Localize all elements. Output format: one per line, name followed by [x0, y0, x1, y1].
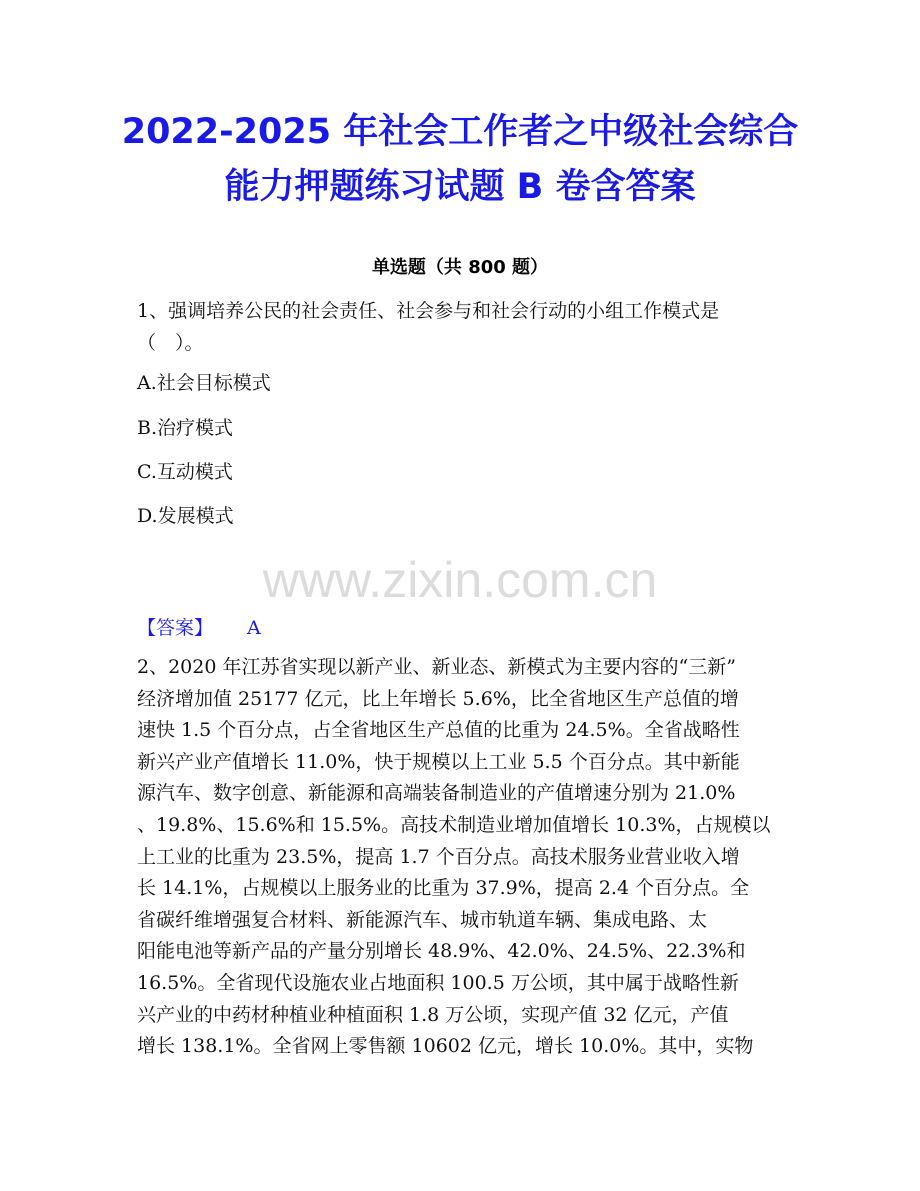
answer-value: A — [247, 617, 261, 639]
option-b: B.治疗模式 — [137, 417, 234, 439]
question-1-text-line-1: 1、强调培养公民的社会责任、社会参与和社会行动的小组工作模式是 — [137, 300, 720, 322]
question-2-line: 阳能电池等新产品的产量分别增长 48.9%、42.0%、24.5%、22.3%和 — [137, 940, 746, 963]
question-2-line: 长 14.1%，占规模以上服务业的比重为 37.9%，提高 2.4 个百分点。全 — [137, 877, 750, 900]
option-a: A.社会目标模式 — [137, 372, 271, 394]
option-c: C.互动模式 — [137, 461, 233, 483]
answer-row — [137, 610, 261, 647]
question-2-line: 速快 1.5 个百分点，占全省地区生产总值的比重为 24.5%。全省战略性 — [137, 719, 740, 742]
question-2-line: 兴产业的中药材种植业种植面积 1.8 万公顷，实现产值 32 亿元，产值 — [137, 1003, 729, 1026]
answer-label: 【答案】 — [137, 617, 214, 639]
option-d: D.发展模式 — [137, 505, 234, 527]
document-title-line-1: 2022-2025 年社会工作者之中级社会综合 — [121, 112, 799, 152]
question-2-line: 省碳纤维增强复合材料、新能源汽车、城市轨道车辆、集成电路、太 — [137, 908, 708, 931]
question-2-line: 新兴产业产值增长 11.0%，快于规模以上工业 5.5 个百分点。其中新能 — [137, 750, 740, 773]
question-2-line: 增长 138.1%。全省网上零售额 10602 亿元，增长 10.0%。其中，实物 — [137, 1035, 754, 1058]
question-2-line: 源汽车、数字创意、新能源和高端装备制造业的产值增速分别为 21.0% — [137, 782, 736, 805]
question-2 — [137, 652, 787, 1063]
document-title-line-2: 能力押题练习试题 B 卷含答案 — [224, 167, 696, 207]
section-heading: 单选题（共 800 题） — [371, 257, 549, 278]
watermark: www.zixin.com.cn — [262, 552, 658, 608]
question-2-line: 上工业的比重为 23.5%，提高 1.7 个百分点。高技术服务业营业收入增 — [137, 845, 740, 868]
question-2-line: 经济增加值 25177 亿元，比上年增长 5.6%，比全省地区生产总值的增 — [137, 687, 739, 710]
question-1-text-line-2: （ ）。 — [137, 332, 204, 354]
question-2-line: 、19.8%、15.6%和 15.5%。高技术制造业增加值增长 10.3%，占规模以 — [137, 813, 771, 836]
question-2-line: 16.5%。全省现代设施农业占地面积 100.5 万公顷，其中属于战略性新 — [137, 971, 739, 994]
question-2-line: 2、2020 年江苏省实现以新产业、新业态、新模式为主要内容的“三新” — [137, 656, 736, 678]
